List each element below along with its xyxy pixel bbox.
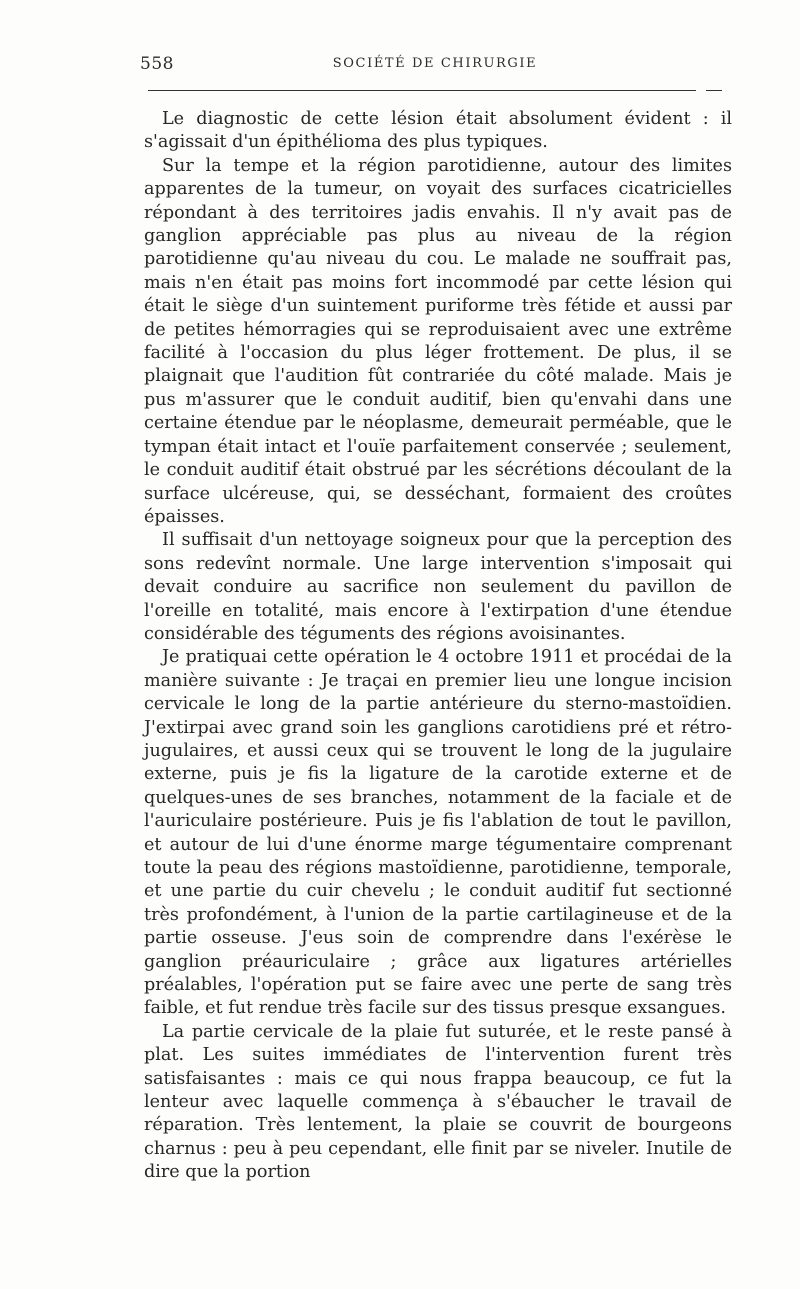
page-number: 558 [140,54,174,74]
paragraph-postoperative: La partie cervicale de la plaie fut suturée, et le reste pansé à plat. Les suites immédiates de l'intervention furent très satisfaisantes : mais ce qui nous frappa beaucoup, ce fut la lenteur avec laquelle commença à s'ébaucher le travail de réparation. Très lentement, la plaie se couvrit de bourgeons charnus : peu à peu cependant, elle finit par se niveler. Inutile de dire que la portion [144,1021,732,1183]
paragraph-diagnosis: Le diagnostic de cette lésion était absolument évident : il s'agissait d'un épithélioma des plus typiques. [144,109,732,153]
body-text [144,108,732,1185]
paragraph-operation: Je pratiquai cette opération le 4 octobre 1911 et procédai de la manière suivante : Je traçai en premier lieu une longue incision cervicale le long de la partie antérieure du sterno-mastoïdien. J'extirpai avec grand soin les ganglions carotidiens pré et rétro-jugulaires, et aussi ceux qui se trouvent le long de la jugulaire externe, puis je fis la ligature de la carotide externe et de quelques-unes de ses branches, notamment de la faciale et de l'auriculaire postérieure. Puis je fis l'ablation de tout le pavillon, et autour de lui d'une énorme marge tégumentaire comprenant toute la peau des régions mastoïdienne, parotidienne, temporale, et une partie du cuir chevelu ; le conduit auditif fut sectionné très profondément, à l'union de la partie cartilagineuse et de la partie osseuse. J'eus soin de comprendre dans l'exérèse le ganglion préauriculaire ; grâce aux ligatures artérielles préalables, l'opération put se faire avec une perte de sang très faible, et fut rendue très facile sur des tissus presque exsangues. [144,647,732,1019]
running-title: SOCIÉTÉ DE CHIRURGIE [332,56,538,71]
paragraph-indication: Il suffisait d'un nettoyage soigneux pour que la perception des sons redevînt normale. Une large intervention s'imposait qui devait conduire au sacrifice non seulement du pavillon de l'oreille en totalité, mais encore à l'extirpation d'une étendue considérable des téguments des régions avoisinantes. [144,530,732,644]
header-rule-end [706,90,722,91]
header-rule [148,90,696,91]
running-head [140,54,730,78]
paragraph-clinical-description: Sur la tempe et la région parotidienne, autour des limites apparentes de la tumeur, on voyait des surfaces cicatricielles répondant à des territoires jadis envahis. Il n'y avait pas de ganglion appréciable pas plus au niveau de la région parotidienne qu'au niveau du cou. Le malade ne souffrait pas, mais n'en était pas moins fort incommodé par cette lésion qui était le siège d'un suintement puriforme très fétide et aussi par de petites hémorragies qui se reproduisaient avec une extrême facilité à l'occasion du plus léger frottement. De plus, il se plaignait que l'audition fût contrariée du côté malade. Mais je pus m'assurer que le conduit auditif, bien qu'envahi dans une certaine étendue par le néoplasme, demeurait perméable, que le tympan était intact et l'ouïe parfaitement conservée ; seulement, le conduit auditif était obstrué par les sécrétions découlant de la surface ulcéreuse, qui, se desséchant, formaient des croûtes épaisses. [144,155,732,527]
